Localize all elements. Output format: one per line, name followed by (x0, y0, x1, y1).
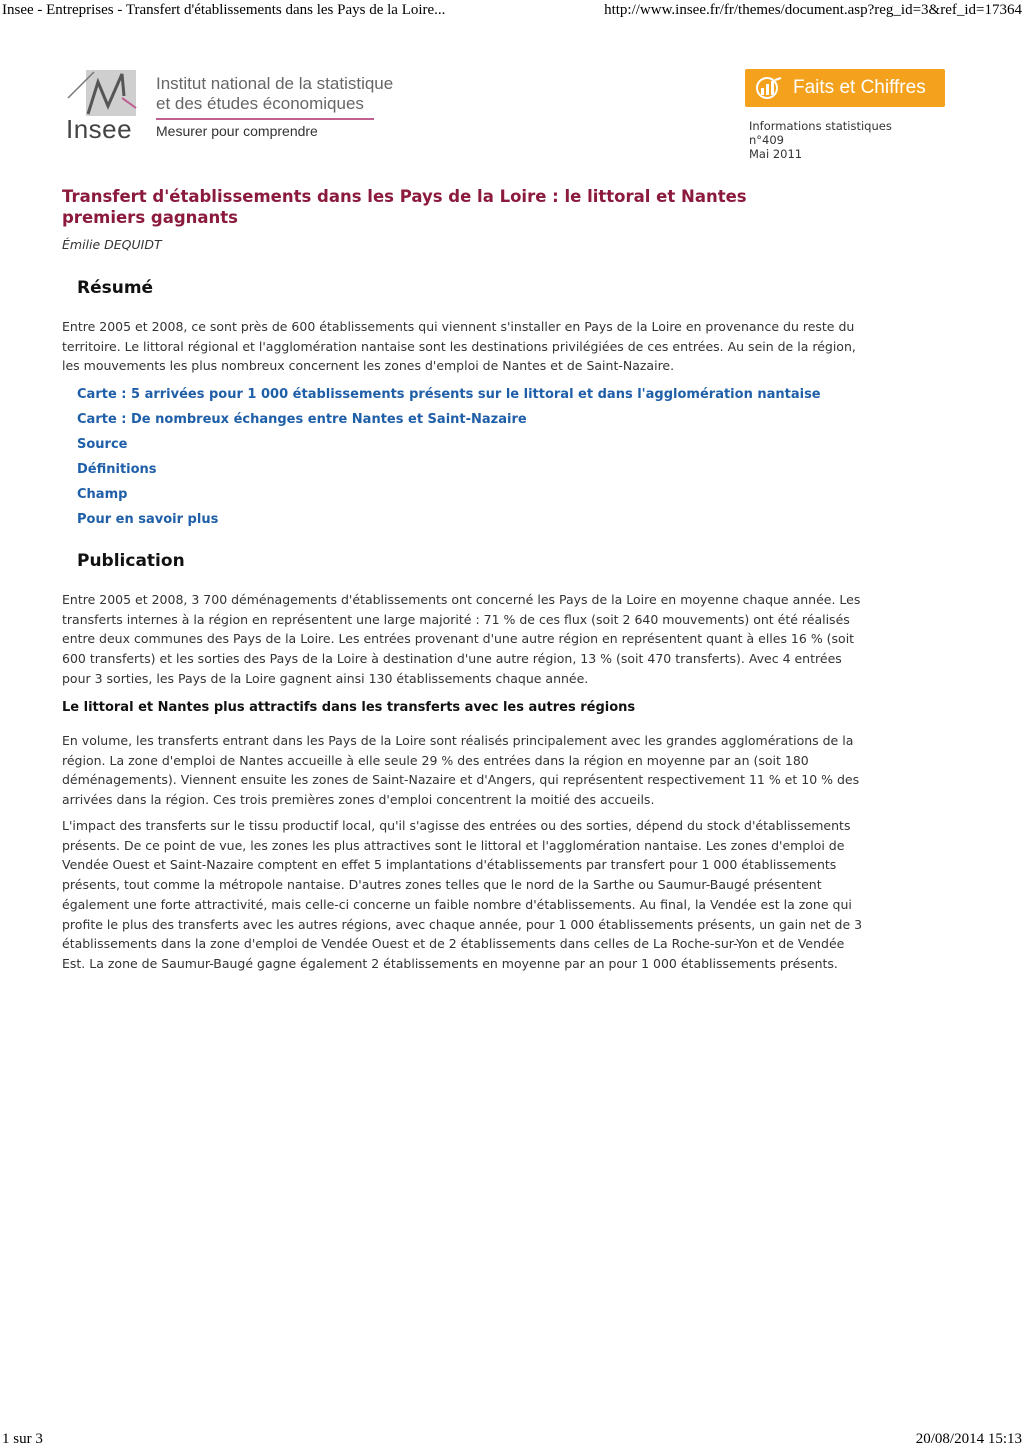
insee-logo[interactable] (64, 68, 414, 148)
print-header-url: http://www.insee.fr/fr/themes/document.asp?reg_id=3&ref_id=17364 (604, 2, 1022, 18)
info-date: Mai 2011 (749, 147, 803, 161)
publication-heading: Publication (77, 551, 185, 571)
info-number: n°409 (749, 133, 784, 147)
related-links (77, 385, 821, 535)
article-author: Émilie DEQUIDT (62, 237, 162, 252)
print-datetime: 20/08/2014 15:13 (915, 1431, 1022, 1447)
link-source[interactable]: Source (77, 437, 128, 452)
page-counter: 1 sur 3 (2, 1431, 43, 1447)
link-definitions[interactable]: Définitions (77, 462, 157, 477)
info-series: Informations statistiques (749, 119, 892, 133)
chart-icon (755, 76, 783, 100)
link-carte-arrivees[interactable]: Carte : 5 arrivées pour 1 000 établissements présents sur le littoral et dans l'agglomération nantaise (77, 387, 821, 402)
resume-heading: Résumé (77, 278, 154, 298)
institution-line1: Institut national de la statistique (156, 74, 394, 93)
print-header (0, 0, 1024, 24)
link-carte-echanges[interactable]: Carte : De nombreux échanges entre Nantes et Saint-Nazaire (77, 412, 527, 427)
logo-tagline: Mesurer pour comprendre (156, 123, 318, 139)
badge-label: Faits et Chiffres (793, 77, 926, 98)
logo-divider (156, 118, 374, 120)
paragraph-3: L'impact des transferts sur le tissu productif local, qu'il s'agisse des entrées ou des sorties, dépend du stock d'établissements présents. De ce point de vue, les zones les plus attractives sont le littoral et l'agglomération nantaise. Les zones d'emploi de Vendée Ouest et Saint-Nazaire comptent en effet 5 implantations d'établissements par transfert pour 1 000 établissements présents, tout comme la métropole nantaise. D'autres zones telles que le nord de la Sarthe ou Saumur-Baugé présentent également une forte attractivité, mais celle-ci concerne un faible nombre d'établissements. Au final, la Vendée est la zone qui profite le plus des transferts avec les autres régions, avec chaque année, pour 1 000 établissements présents, un gain net de 3 établissements dans la zone d'emploi de Vendée Ouest et de 2 établissements dans celles de La Roche-sur-Yon et de Vendée Est. La zone de Saumur-Baugé gagne également 2 établissements en moyenne par an pour 1 000 établissements présents. (62, 818, 863, 971)
paragraph-2: En volume, les transferts entrant dans les Pays de la Loire sont réalisés principalement avec les grandes agglomérations de la région. La zone d'emploi de Nantes accueille à elle seule 29 % des entrées dans la région en moyenne par an (soit 180 déménagements). Viennent ensuite les zones de Saint-Nazaire et d'Angers, qui représentent respectivement 11 % et 10 % des arrivées dans la région. Ces trois premières zones d'emploi concentrent la moitié des accueils. (62, 733, 860, 808)
print-footer (0, 1426, 1024, 1450)
logo-brand: Insee (66, 114, 133, 144)
faits-et-chiffres-badge[interactable] (745, 69, 945, 107)
institution-line2: et des études économiques (156, 94, 364, 113)
publication-info (749, 119, 892, 161)
section-subheading: Le littoral et Nantes plus attractifs dans les transferts avec les autres régions (62, 700, 636, 715)
insee-logo-icon (64, 68, 144, 118)
publication-text: Entre 2005 et 2008, 3 700 déménagements d'établissements ont concerné les Pays de la Loire en moyenne chaque année. Les transferts internes à la région en représentent une large majorité : 71 % de ces flux (soit 2 640 mouvements) ont été réalisés entre deux communes des Pays de la Loire. Les entrées provenant d'une autre région en représentent quant à elles 16 % (soit 600 transferts) et les sorties des Pays de la Loire à destination d'une autre région, 13 % (soit 470 transferts). Avec 4 entrées pour 3 sorties, les Pays de la Loire gagnent ainsi 130 établissements chaque année. (62, 592, 861, 686)
print-header-title: Insee - Entreprises - Transfert d'établissements dans les Pays de la Loire... (2, 2, 446, 18)
article-title: Transfert d'établissements dans les Pays de la Loire : le littoral et Nantes premiers gagnants (62, 187, 747, 227)
resume-text: Entre 2005 et 2008, ce sont près de 600 établissements qui viennent s'installer en Pays de la Loire en provenance du reste du territoire. Le littoral régional et l'agglomération nantaise sont les destinations privilégiées de ces entrées. Au sein de la région, les mouvements les plus nombreux concernent les zones d'emploi de Nantes et de Saint-Nazaire. (62, 319, 856, 374)
link-champ[interactable]: Champ (77, 487, 128, 502)
link-pour-en-savoir-plus[interactable]: Pour en savoir plus (77, 512, 219, 527)
